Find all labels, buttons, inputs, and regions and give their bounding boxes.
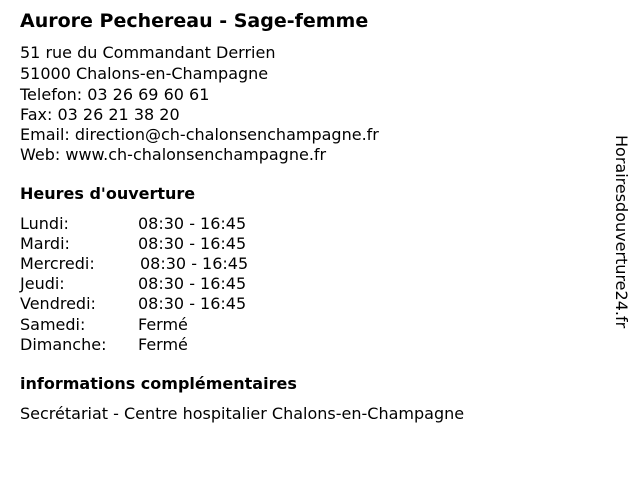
page-title: Aurore Pechereau - Sage-femme: [20, 10, 369, 32]
hours-heading: Heures d'ouverture: [20, 184, 196, 203]
day-label: Jeudi:: [20, 274, 65, 293]
address-line-2: 51000 Chalons-en-Champagne: [20, 64, 269, 83]
fax-line: Fax: 03 26 21 38 20: [20, 105, 180, 124]
address-line-1: 51 rue du Commandant Derrien: [20, 43, 276, 62]
hours-row-dimanche: [20, 335, 320, 355]
time-value: 08:30 - 16:45: [138, 234, 247, 253]
day-label: Lundi:: [20, 214, 69, 233]
hours-row-mercredi: [20, 254, 320, 274]
time-value: Fermé: [138, 335, 188, 354]
info-heading: informations complémentaires: [20, 374, 297, 393]
time-value: 08:30 - 16:45: [138, 214, 247, 233]
hours-row-samedi: [20, 315, 320, 335]
day-label: Mercredi:: [20, 254, 95, 273]
hours-row-mardi: [20, 234, 320, 254]
info-text: Secrétariat - Centre hospitalier Chalons-en-Champagne: [20, 404, 465, 423]
web-line: Web: www.ch-chalonsenchampagne.fr: [20, 145, 327, 164]
time-value: 08:30 - 16:45: [138, 294, 247, 313]
email-line: Email: direction@ch-chalonsenchampagne.fr: [20, 125, 379, 144]
time-value: Fermé: [138, 315, 188, 334]
hours-row-jeudi: [20, 274, 320, 294]
phone-line: Telefon: 03 26 69 60 61: [20, 85, 210, 104]
hours-row-vendredi: [20, 294, 320, 314]
time-value: 08:30 - 16:45: [140, 254, 249, 273]
hours-row-lundi: [20, 214, 320, 234]
time-value: 08:30 - 16:45: [138, 274, 247, 293]
day-label: Dimanche:: [20, 335, 107, 354]
day-label: Mardi:: [20, 234, 70, 253]
day-label: Samedi:: [20, 315, 86, 334]
site-watermark: Horairesdouverture24.fr: [612, 135, 631, 329]
day-label: Vendredi:: [20, 294, 96, 313]
